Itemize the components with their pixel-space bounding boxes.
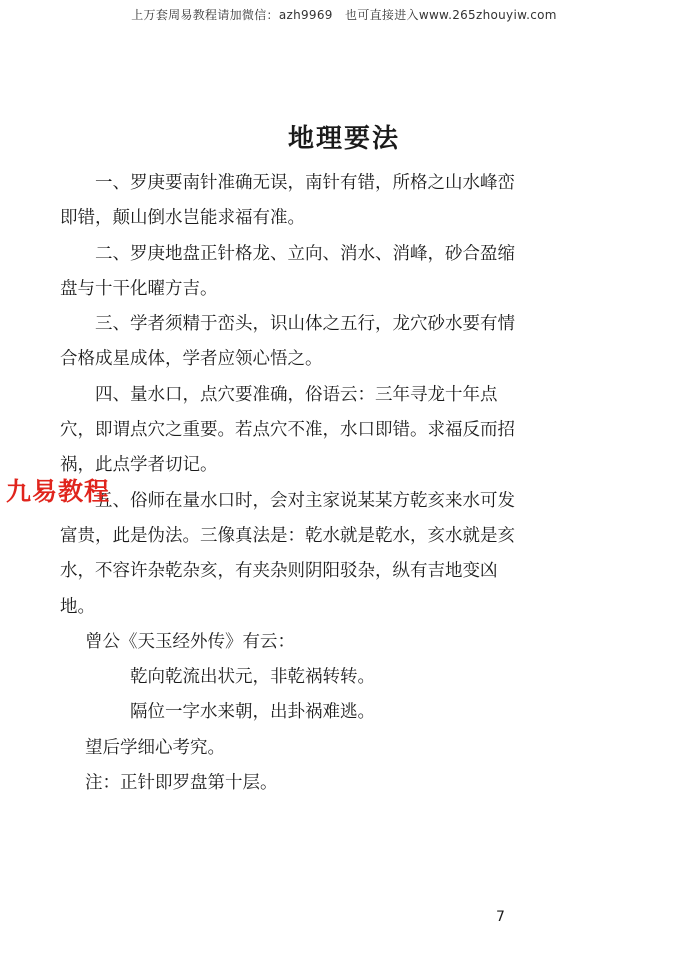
page-title: 地理要法 xyxy=(287,124,400,154)
paragraph-5: 五、俗师在量水口时，会对主家说某某方乾亥来水可发富贵，此是伪法。三像真法是：乾水就是乾水，亥水就是亥水，不容许杂乾杂亥，有夹杂则阴阳驳杂，纵有吉地变凶地。 xyxy=(60,490,515,617)
paragraph-2: 二、罗庚地盘正针格龙、立向、消水、消峰，砂合盈缩盘与十干化曜方吉。 xyxy=(60,243,515,299)
paragraph-3: 三、学者须精于峦头，识山体之五行，龙穴砂水要有情合格成星成体，学者应领心悟之。 xyxy=(60,314,515,370)
note-line: 注：正针即罗盘第十层。 xyxy=(85,773,278,794)
paragraph-1: 一、罗庚要南针准确无误，南针有错，所格之山水峰峦即错，颠山倒水岂能求福有准。 xyxy=(60,173,515,229)
watermark-header-text: 上万套周易教程请加微信：azh9969 也可直接进入www.265zhouyiw.com xyxy=(131,8,557,22)
document-body xyxy=(60,166,530,801)
page-number: 7 xyxy=(496,909,505,925)
closing-line: 望后学细心考究。 xyxy=(85,737,225,758)
quote-intro: 曾公《天玉经外传》有云： xyxy=(85,631,295,652)
paragraph-4: 四、量水口，点穴要准确，俗语云：三年寻龙十年点穴，即谓点穴之重要。若点穴不准，水口即错。求福反而招祸，此点学者切记。 xyxy=(60,384,515,476)
verse-line-2: 隔位一字水来朝，出卦祸难逃。 xyxy=(130,702,375,723)
watermark-logo-text: 九易教程 xyxy=(6,477,111,506)
verse-line-1: 乾向乾流出状元，非乾祸转转。 xyxy=(130,667,375,688)
